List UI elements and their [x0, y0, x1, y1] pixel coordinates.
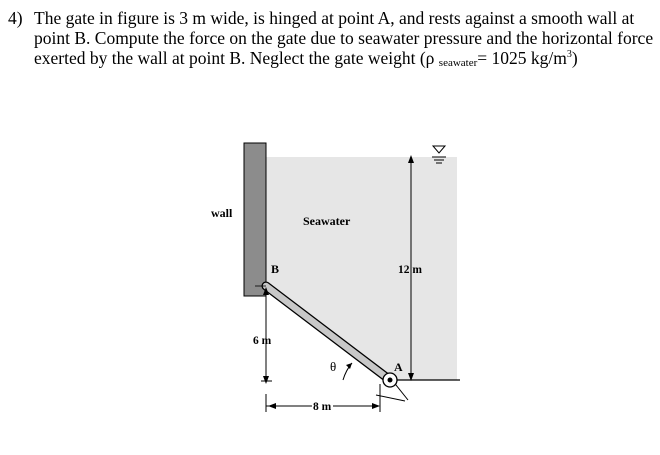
gate-horizontal-label: 8 m	[313, 401, 332, 413]
point-b-label: B	[271, 262, 280, 276]
seawater-region	[266, 157, 457, 380]
problem-line-3-text: exerted by the wall at point B. Neglect the gate weight (ρ	[34, 48, 435, 68]
gate-height-label: 6 m	[253, 335, 272, 347]
angle-arc-arrow	[346, 363, 352, 369]
density-value: = 1025 kg/m	[477, 48, 567, 68]
wall	[244, 143, 266, 296]
density-subscript: seawater	[438, 57, 478, 69]
density-close: )	[571, 48, 578, 68]
wall-label: wall	[211, 206, 233, 220]
depth-label: 12 m	[398, 264, 422, 276]
free-surface-symbol	[432, 146, 446, 163]
angle-label: θ	[330, 359, 337, 374]
point-a-label: A	[394, 360, 403, 374]
problem-number: 4)	[8, 8, 23, 28]
seawater-label: Seawater	[303, 214, 351, 228]
problem-line-1: The gate in figure is 3 m wide, is hinged at point A, and rests against a smooth wall at	[34, 8, 635, 28]
density-exponent: 3	[566, 49, 572, 61]
problem-line-2: point B. Compute the force on the gate due to seawater pressure and the horizontal force	[34, 28, 654, 48]
